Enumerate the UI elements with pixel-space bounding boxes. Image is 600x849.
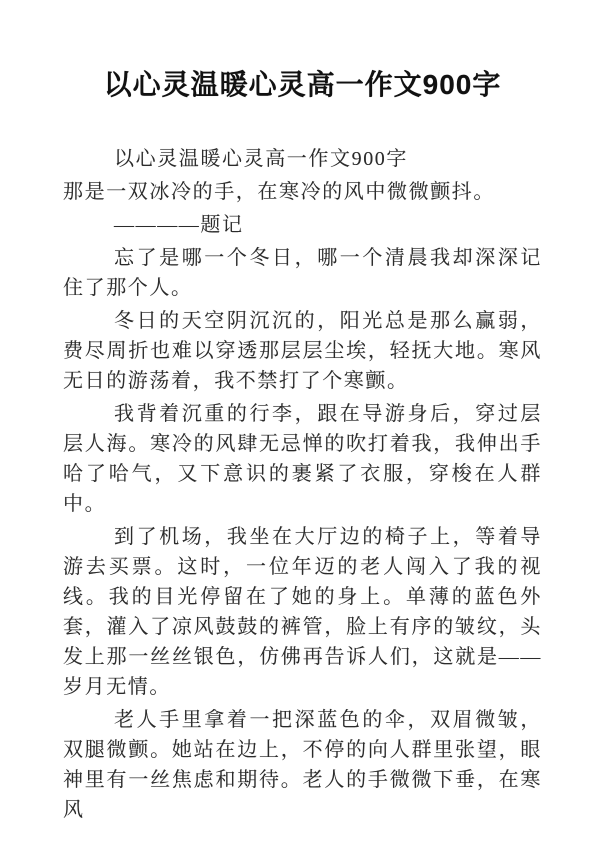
essay-epigraph-attribution: ————题记 — [114, 214, 244, 236]
essay-paragraph: 我背着沉重的行李，跟在导游身后，穿过层层人海。寒冷的风肆无忌惮的吹打着我，我伸出手哈了哈气，又下意识的裹紧了衣服，穿梭在人群中。 — [63, 403, 542, 515]
essay-body — [63, 144, 542, 825]
essay-paragraph: 冬日的天空阴沉沉的，阳光总是那么赢弱，费尽周折也难以穿透那层层尘埃，轻抚大地。寒风无日的游荡着，我不禁打了个寒颤。 — [63, 310, 542, 392]
essay-epigraph-line: 那是一双冰冷的手，在寒冷的风中微微颤抖。 — [63, 181, 495, 203]
essay-paragraph: 忘了是哪一个冬日，哪一个清晨我却深深记住了那个人。 — [63, 247, 542, 299]
essay-paragraph: 到了机场，我坐在大厅边的椅子上，等着导游去买票。这时，一位年迈的老人闯入了我的视线。我的目光停留在了她的身上。单薄的蓝色外套，灌入了凉风鼓鼓的裤管，脸上有序的皱纹，头发上那一丝丝银色，仿佛再告诉人们，这就是——岁月无情。 — [63, 526, 542, 698]
essay-paragraph-truncated: 老人手里拿着一把深蓝色的伞，双眉微皱，双腿微颤。她站在边上，不停的向人群里张望，眼神里有一丝焦虑和期待。老人的手微微下垂，在寒风 — [63, 709, 542, 821]
page-title: 以心灵温暖心灵高一作文900字 — [103, 69, 502, 100]
essay-subtitle-line: 以心灵温暖心灵高一作文900字 — [114, 148, 408, 170]
